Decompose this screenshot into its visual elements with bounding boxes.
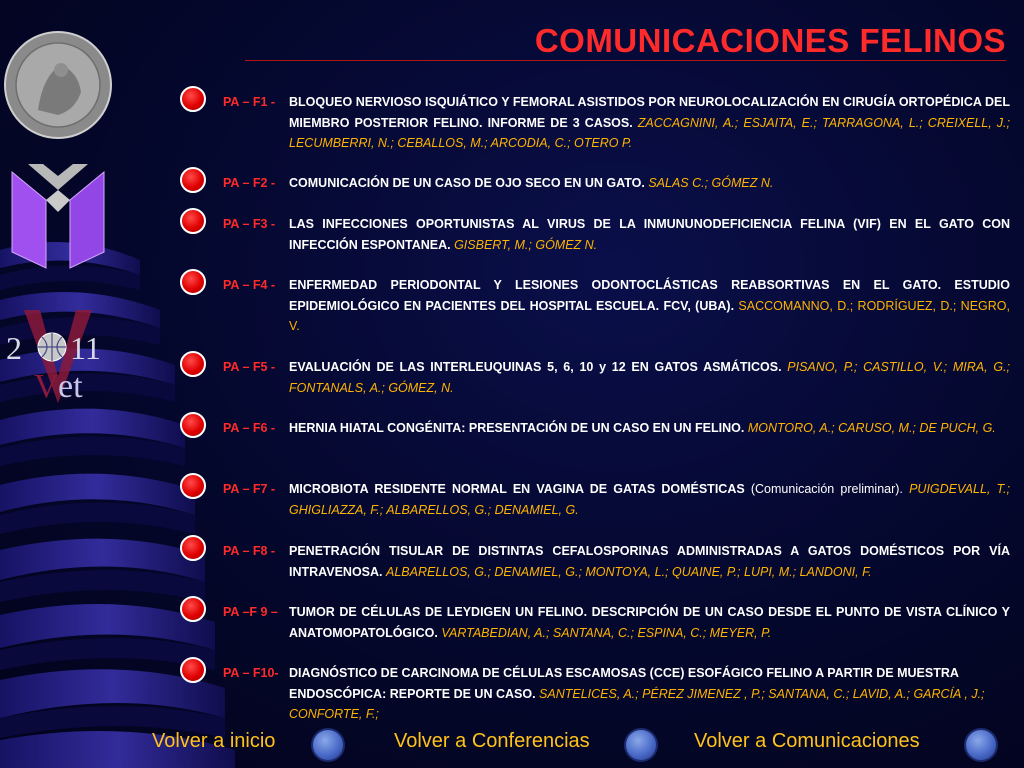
item-title: BLOQUEO NERVIOSO ISQUIÁTICO Y FEMORAL ASISTIDOS POR NEUROLOCALIZACIÓN EN CIRUGÍA ORTOPÉDICA DEL MIEMBRO POSTERIOR FELINO. INFORME DE 3 CASOS. [289,95,1010,130]
item-text [289,541,1010,582]
vet-text: et [58,368,83,405]
item-authors: SANTELICES, A.; PÉREZ JIMENEZ , P.; SANTANA, C.; LAVID, A.; GARCÍA , J.; CONFORTE, F.; [289,686,985,721]
item-authors: GISBERT, M.; GÓMEZ N. [454,237,598,252]
item-note: (Comunicación preliminar). [750,482,903,496]
item-title: ENFERMEDAD PERIODONTAL Y LESIONES ODONTOCLÁSTICAS REABSORTIVAS EN EL GATO. ESTUDIO EPIDEMIOLÓGICO EN PACIENTES DEL HOSPITAL ESCUELA. FCV, (UBA). [289,278,1010,313]
back-to-conferences-button[interactable] [624,728,658,762]
item-bullet-button[interactable] [180,351,206,377]
back-to-communications-link[interactable]: Volver a Comunicaciones [694,730,920,752]
back-to-conferences-link[interactable]: Volver a Conferencias [394,730,590,752]
university-seal-logo [3,30,113,140]
back-to-home-link[interactable]: Volver a inicio [152,730,276,752]
item-text [289,173,1010,194]
item-title: COMUNICACIÓN DE UN CASO DE OJO SECO EN UN GATO. [289,176,645,190]
item-bullet-button[interactable] [180,86,206,112]
item-bullet-button[interactable] [180,412,206,438]
item-code: PA – F2 - [223,176,276,190]
item-text [289,214,1010,255]
item-code: PA – F4 - [223,278,276,292]
vet-year-left: 2 [6,330,22,366]
item-bullet-button[interactable] [180,208,206,234]
item-text [289,357,1010,398]
item-text [289,602,1010,643]
item-code: PA – F1 - [223,95,276,109]
item-code: PA – F3 - [223,217,276,231]
item-authors: ZACCAGNINI, A.; ESJAITA, E.; TARRAGONA, L.; CREIXELL, J.; LECUMBERRI, N.; CEBALLOS, M.; ARCODIA, C.; OTERO P. [289,115,1010,150]
item-code: PA – F7 - [223,482,276,496]
back-to-communications-button[interactable] [964,728,998,762]
item-code: PA – F6 - [223,421,276,435]
item-code: PA – F5 - [223,360,276,374]
item-title: HERNIA HIATAL CONGÉNITA: PRESENTACIÓN DE UN CASO EN UN FELINO. [289,421,745,435]
item-title: EVALUACIÓN DE LAS INTERLEUQUINAS 5, 6, 10 y 12 EN GATOS ASMÁTICOS. [289,360,782,374]
item-title: DIAGNÓSTICO DE CARCINOMA DE CÉLULAS ESCAMOSAS (CCE) ESOFÁGICO FELINO A PARTIR DE MUESTRA ENDOSCÓPICA: REPORTE DE UN CASO. [289,666,959,701]
footer-nav [0,728,1024,762]
back-to-home-button[interactable] [311,728,345,762]
item-authors: ALBARELLOS, G.; DENAMIEL, G.; MONTOYA, L.; QUAINE, P.; LUPI, M.; LANDONI, F. [386,564,872,579]
item-title: PENETRACIÓN TISULAR DE DISTINTAS CEFALOSPORINAS ADMINISTRADAS A GATOS DOMÉSTICOS POR VÍA INTRAVENOSA. [289,544,1010,579]
item-code: PA – F8 - [223,544,276,558]
item-authors: SACCOMANNO, D.; RODRÍGUEZ, D.; NEGRO, V. [289,298,1010,333]
faculty-m-logo [8,160,108,270]
item-authors: PUIGDEVALL, T.; GHIGLIAZZA, F.; ALBARELLOS, G.; DENAMIEL, G. [289,482,1010,517]
vet-letter: V [34,368,59,405]
item-bullet-button[interactable] [180,473,206,499]
vet-2011-logo [2,305,114,405]
item-code: PA –F 9 – [223,605,278,619]
item-authors: SALAS C.; GÓMEZ N. [648,176,774,190]
item-bullet-button[interactable] [180,657,206,683]
item-text [289,418,1010,439]
item-bullet-button[interactable] [180,596,206,622]
item-authors: PISANO, P.; CASTILLO, V.; MIRA, G.; FONTANALS, A.; GÓMEZ, N. [289,360,1010,395]
item-authors: MONTORO, A.; CARUSO, M.; DE PUCH, G. [747,421,996,435]
item-title: TUMOR DE CÉLULAS DE LEYDIGEN UN FELINO. DESCRIPCIÓN DE UN CASO DESDE EL PUNTO DE VISTA CLÍNICO Y ANATOMOPATOLÓGICO. [289,605,1010,640]
item-text [289,663,1010,725]
title-divider [245,60,1006,61]
item-code: PA – F10- [223,666,279,680]
item-title: LAS INFECCIONES OPORTUNISTAS AL VIRUS DE LA INMUNUNODEFICIENCIA FELINA (VIF) EN EL GATO CON INFECCIÓN ESPONTANEA. [289,217,1010,252]
vet-year-right: 11 [70,330,101,366]
item-authors: VARTABEDIAN, A.; SANTANA, C.; ESPINA, C.; MEYER, P. [441,625,772,640]
item-bullet-button[interactable] [180,167,206,193]
item-bullet-button[interactable] [180,269,206,295]
page-title: COMUNICACIONES FELINOS [534,22,1006,59]
item-bullet-button[interactable] [180,535,206,561]
item-text [289,92,1010,154]
item-text [289,275,1010,337]
item-title: MICROBIOTA RESIDENTE NORMAL EN VAGINA DE GATAS DOMÉSTICAS [289,482,745,496]
item-text [289,479,1010,520]
